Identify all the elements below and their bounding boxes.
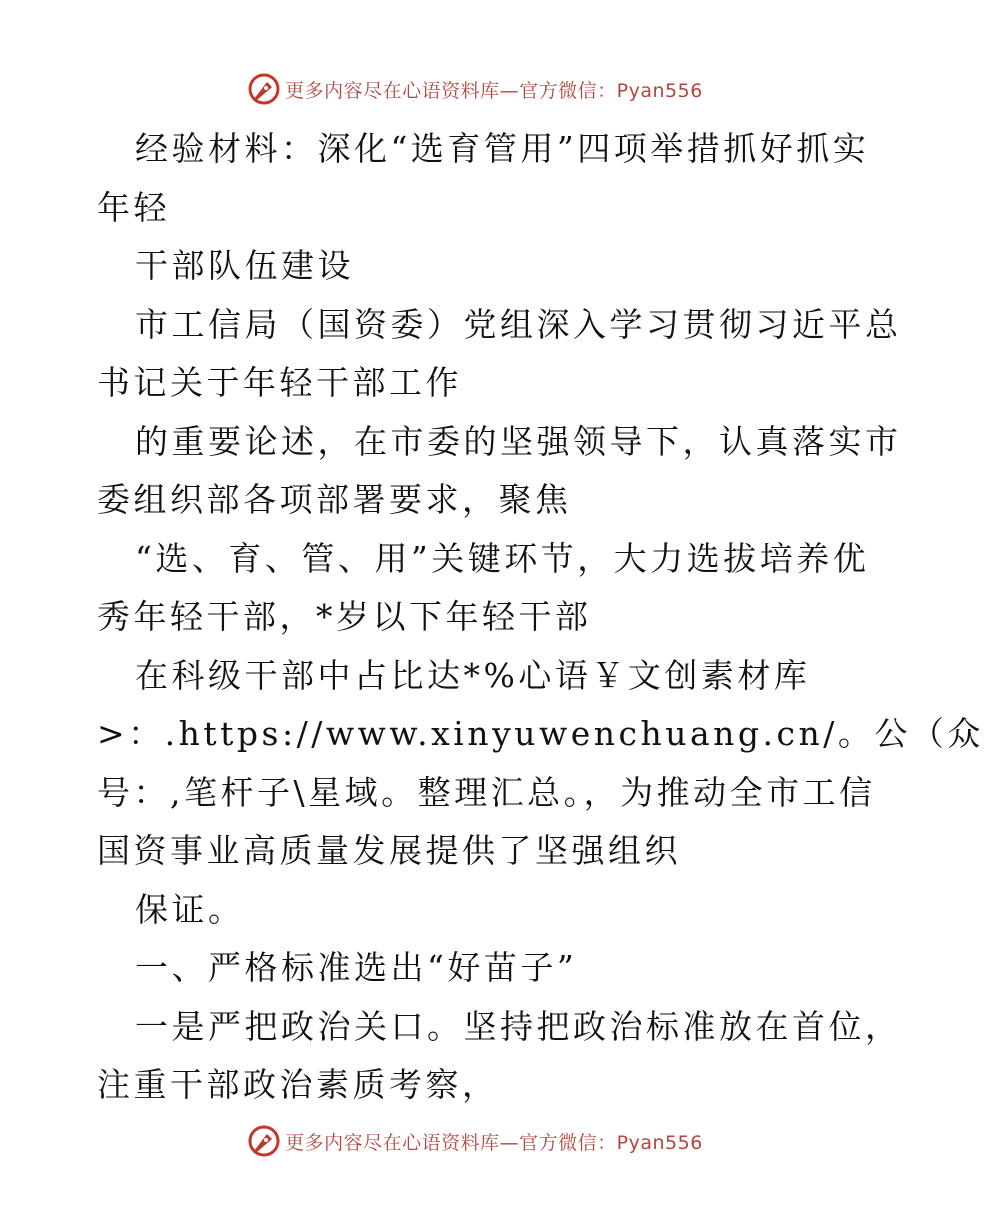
paragraph-line: 保证。 <box>135 889 245 929</box>
paragraph-line: 注重干部政治素质考察， <box>97 1065 499 1104</box>
paragraph-line: 一是严把政治关口。坚持把政治标准放在首位， <box>135 1006 902 1046</box>
section-heading: 一、严格标准选出“好苗子” <box>135 948 578 987</box>
footer-watermark <box>0 1124 950 1158</box>
paragraph-line: 书记关于年轻干部工作 <box>97 363 462 402</box>
paragraph-line: 市工信局（国资委）党组深入学习贯彻习近平总 <box>135 304 902 344</box>
document-body <box>97 120 984 1115</box>
paragraph-line: “选、育、管、用”关键环节，大力选拔培养优 <box>135 538 870 578</box>
watermark-text: 更多内容尽在心语资料库—官方微信：Pyan556 <box>285 79 703 102</box>
paragraph-line: >：.https://www.xinyuwenchuang.cn/。公（众 <box>97 714 984 753</box>
doc-title-line: 经验材料：深化“选育管用”四项举措抓好抓实 <box>135 129 870 168</box>
paragraph-line: 号：,笔杆子\星域。整理汇总。，为推动全市工信 <box>97 772 876 812</box>
paragraph-line: 秀年轻干部，*岁以下年轻干部 <box>97 597 592 636</box>
paragraph-line: 委组织部各项部署要求，聚焦 <box>97 480 572 519</box>
pen-nib-logo-icon <box>247 72 281 106</box>
watermark-text: 更多内容尽在心语资料库—官方微信：Pyan556 <box>285 1131 703 1154</box>
paragraph-line: 的重要论述，在市委的坚强领导下，认真落实市 <box>135 421 902 461</box>
doc-title-line: 干部队伍建设 <box>135 246 354 285</box>
doc-title-line: 年轻 <box>97 187 170 227</box>
header-watermark <box>0 72 950 106</box>
paragraph-line: 在科级干部中占比达*%心语￥文创素材库 <box>135 655 811 695</box>
paragraph-line: 国资事业高质量发展提供了坚强组织 <box>97 831 681 870</box>
pen-nib-logo-icon <box>247 1124 281 1158</box>
